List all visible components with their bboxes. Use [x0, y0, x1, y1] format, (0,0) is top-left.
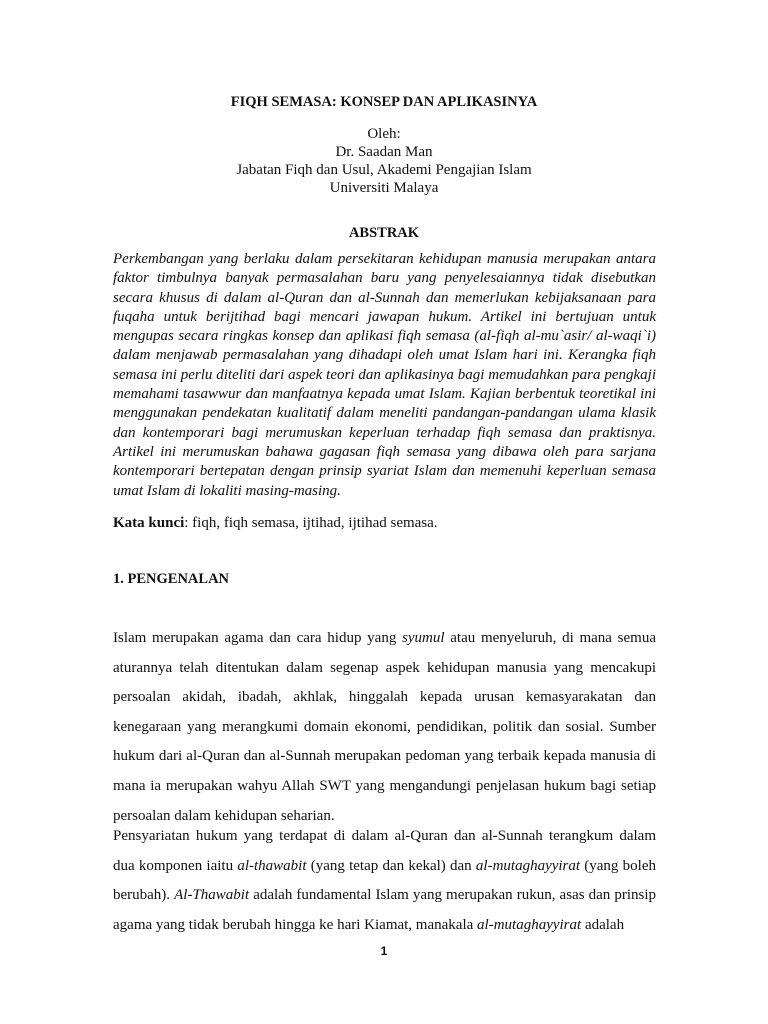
- paragraph-1: [113, 624, 656, 831]
- paragraph-1-text-a: Islam merupakan agama dan cara hidup yang: [113, 630, 403, 646]
- paragraph-2-italic-thawabit: al-thawabit: [237, 857, 307, 874]
- paragraph-2-italic-thawabit-cap: Al-Thawabit: [174, 887, 250, 904]
- paper-title: FIQH SEMASA: KONSEP DAN APLIKASINYA: [230, 94, 538, 110]
- paragraph-2-text-c: (yang tetap dan kekal) dan: [306, 857, 476, 874]
- author-by-label: Oleh:: [367, 126, 401, 142]
- paragraph-1-text-c: atau menyeluruh, di mana semua aturannya telah ditentukan dalam segenap aspek kehidupan manusia yang mencakupi persoalan akidah, ibadah, akhlak, hinggalah kepada urusan kemasyarakatan dan kenegaraan yang merangkumi domain ekonomi, pendidikan, politik dan sosial. Sumber hukum dari al-Quran dan al-Sunnah merupakan pedoman yang terbaik kepada manusia di mana ia merupakan wahyu Allah SWT yang mengandungi penjelasan hukum bagi setiap persoalan dalam kehidupan seharian.: [113, 630, 656, 824]
- paragraph-1-italic-term: syumul: [402, 630, 445, 646]
- section-heading: 1. PENGENALAN: [113, 571, 230, 587]
- paragraph-2-italic-mutaghayyirat-2: al-mutaghayyirat: [477, 916, 582, 933]
- abstract-text: Perkembangan yang berlaku dalam persekitaran kehidupan manusia merupakan antara faktor timbulnya banyak permasalahan baru yang penyelesaiannya tidak disebutkan secara khusus di dalam al-Quran dan al-Sunnah dan memerlukan kebijaksanaan para fuqaha untuk berijtihad bagi mencari jawapan hukum. Artikel ini bertujuan untuk mengupas secara ringkas konsep dan aplikasi fiqh semasa (al-fiqh al-mu`asir/ al-waqi`i) dalam menjawab permasalahan yang dihadapi oleh umat Islam hari ini. Kerangka fiqh semasa ini perlu diteliti dari aspek teori dan aplikasinya bagi memudahkan para pengkaji memahami tasawwur dan manfaatnya kepada umat Islam. Kajian berbentuk teoretikal ini menggunakan pendekatan kualitatif dalam meneliti pandangan-pandangan ulama klasik dan kontemporari bagi merumuskan keperluan terhadap fiqh semasa dan praktisnya. Artikel ini merumuskan bahawa gagasan fiqh semasa yang dibawa oleh para sarjana kontemporari bertepatan dengan prinsip syariat Islam dan memenuhi keperluan semasa umat Islam di lokaliti masing-masing.: [113, 251, 656, 499]
- paragraph-2-text-g: adalah fundamental Islam yang merupakan rukun, asas dan prinsip agama yang tidak berubah hingga ke hari Kiamat, manakala: [113, 887, 656, 933]
- paragraph-2-text-a: Pensyariatan hukum yang terdapat di dalam al-Quran dan al-Sunnah terangkum dalam dua komponen iaitu: [113, 828, 656, 874]
- author-department: Jabatan Fiqh dan Usul, Akademi Pengajian Islam: [236, 162, 532, 178]
- paragraph-2-text-i: adalah: [581, 916, 625, 933]
- paragraph-2-text-e: (yang boleh berubah).: [113, 857, 656, 904]
- paragraph-2-italic-mutaghayyirat: al-mutaghayyirat: [475, 857, 581, 874]
- keywords-text: : fiqh, fiqh semasa, ijtihad, ijtihad semasa.: [184, 515, 438, 531]
- author-block: [0, 125, 768, 197]
- keywords: [113, 513, 438, 533]
- page-number: 1: [380, 944, 388, 958]
- abstract-heading: ABSTRAK: [348, 225, 420, 241]
- author-name: Dr. Saadan Man: [335, 144, 433, 160]
- author-university: Universiti Malaya: [329, 180, 439, 196]
- paragraph-2: [113, 822, 656, 940]
- keywords-label: Kata kunci: [113, 515, 185, 531]
